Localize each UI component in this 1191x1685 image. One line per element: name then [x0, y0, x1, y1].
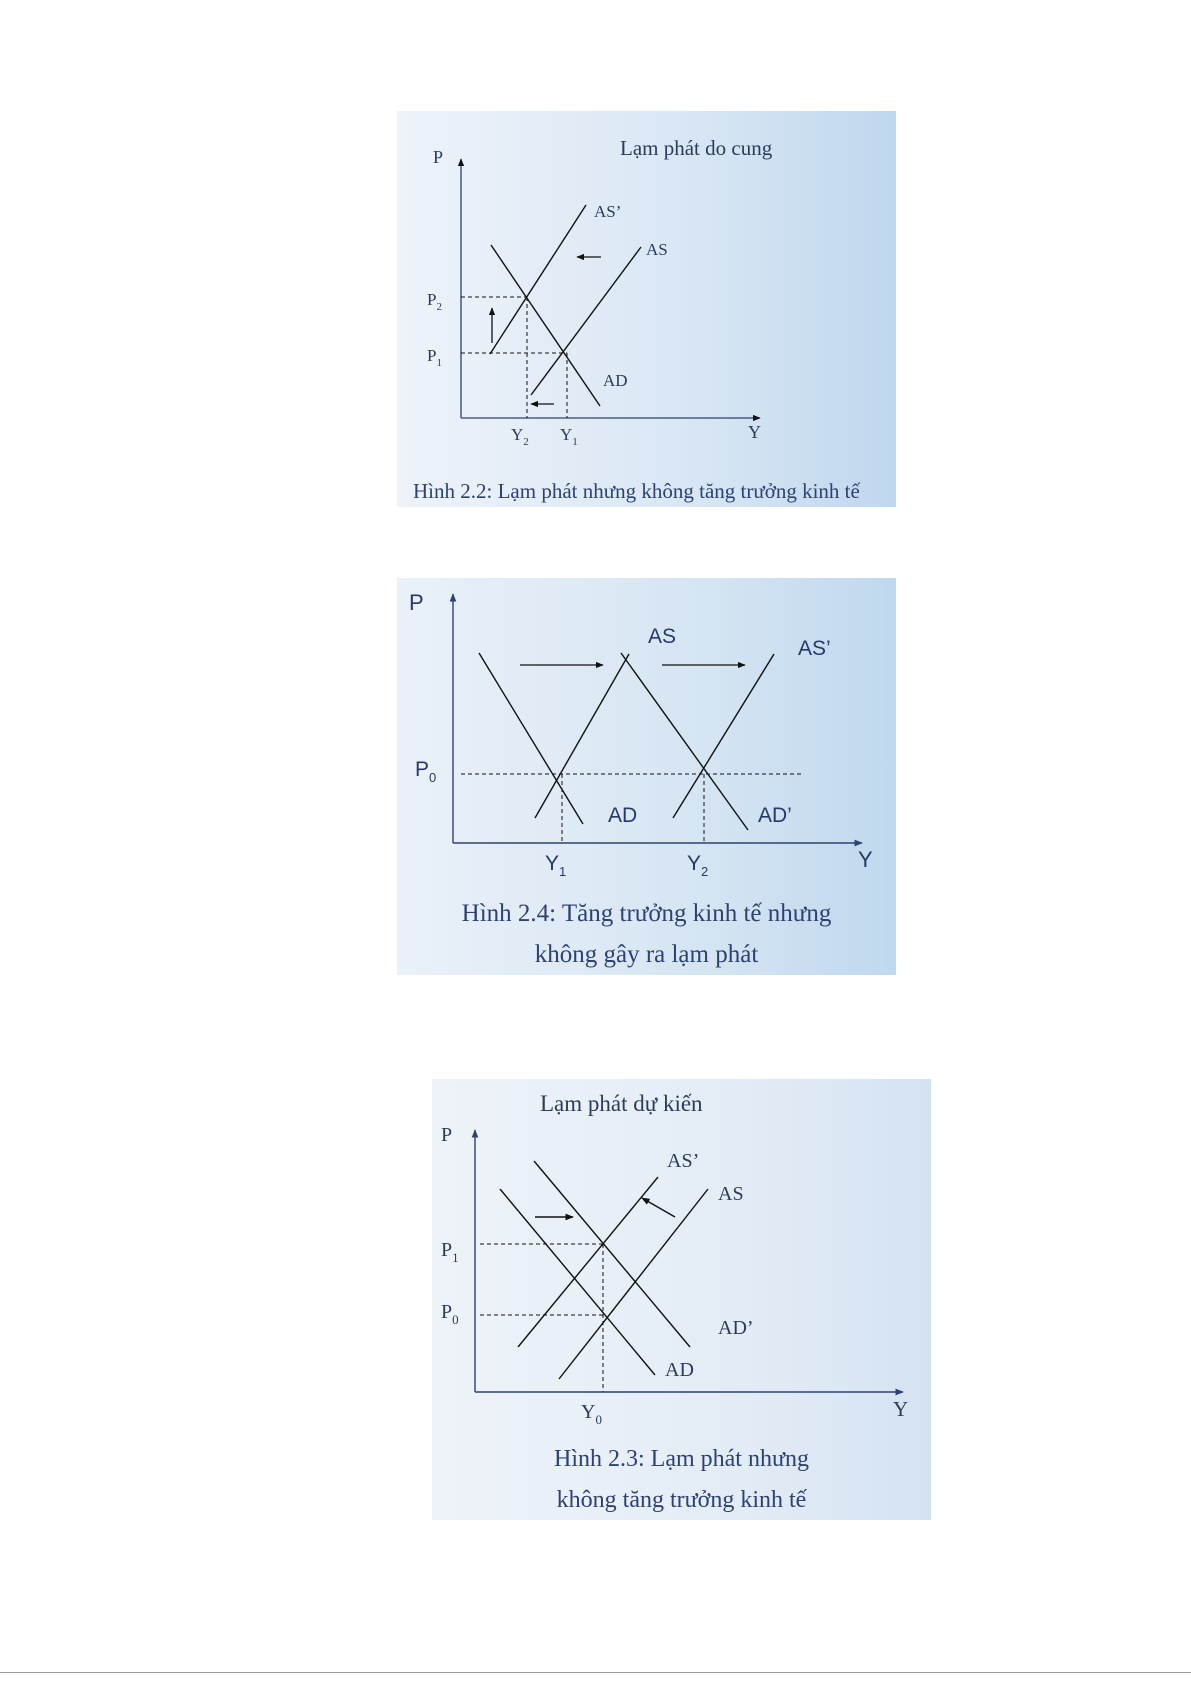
as-prime-curve: [518, 1177, 658, 1347]
figure-expected-inflation: [432, 1079, 931, 1520]
diagram-supply-inflation: [397, 111, 896, 507]
x-axis-label: Y: [748, 422, 761, 442]
as-prime-curve: [490, 205, 586, 354]
page-footer-rule: [0, 1672, 1191, 1673]
p1-label: $P_1$: [441, 1239, 459, 1265]
figure-caption: Hình 2.2: Lạm phát nhưng không tăng trưởng kinh tế: [413, 479, 860, 503]
p0-label: $P_0$: [441, 1301, 459, 1327]
figure-caption-line1: Hình 2.4: Tăng trưởng kinh tế nhưng: [461, 900, 832, 927]
chart-title: Lạm phát dự kiến: [540, 1091, 703, 1116]
ad-label: AD: [665, 1359, 694, 1381]
figure-supply-inflation: [397, 111, 896, 507]
ad-label: AD: [603, 371, 628, 390]
p2-label: $P_2$: [427, 290, 442, 313]
y-axis-label: P: [433, 147, 444, 167]
y2-label: $Y_2$: [687, 852, 709, 879]
as-prime-label: AS’: [798, 637, 831, 660]
ad-prime-label: AD’: [718, 1317, 754, 1339]
supply-shift-arrow: [642, 1198, 675, 1217]
ad-curve: [500, 1189, 655, 1375]
as-label: AS: [646, 240, 668, 259]
y-axis-label: P: [409, 590, 424, 615]
figure-caption-line2: không tăng trưởng kinh tế: [556, 1487, 807, 1513]
y0-label: $Y_0$: [581, 1401, 602, 1427]
ad-prime-curve: [534, 1161, 690, 1347]
as-label: AS: [718, 1183, 744, 1205]
p1-label: $P_1$: [427, 346, 442, 369]
y-axis-label: P: [441, 1124, 453, 1146]
as-label: AS: [648, 625, 677, 648]
as-prime-curve: [673, 654, 774, 818]
x-axis-label: Y: [893, 1397, 909, 1421]
y1-label: $Y_1$: [560, 425, 578, 448]
as-curve: [535, 654, 629, 818]
figure-growth-no-inflation: [397, 578, 896, 975]
ad-prime-curve: [621, 653, 748, 830]
figure-caption-line1: Hình 2.3: Lạm phát nhưng: [554, 1446, 809, 1472]
x-axis-label: Y: [858, 847, 873, 872]
figure-caption-line2: không gây ra lạm phát: [534, 941, 759, 968]
as-prime-label: AS’: [594, 202, 622, 221]
ad-prime-label: AD’: [758, 804, 792, 827]
chart-title: Lạm phát do cung: [620, 136, 773, 160]
y2-label: $Y_2$: [511, 425, 529, 448]
ad-label: AD: [608, 804, 638, 827]
ad-curve: [479, 653, 583, 824]
as-prime-label: AS’: [667, 1150, 700, 1172]
y1-label: $Y_1$: [545, 852, 567, 879]
p0-label: $P_0$: [415, 758, 437, 785]
